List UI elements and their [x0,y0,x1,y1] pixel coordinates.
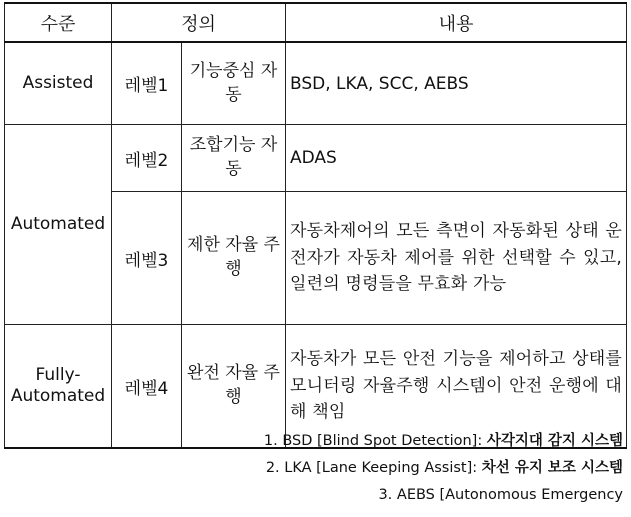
definition-cell: 조합기능 자동 [182,125,286,192]
level-name-cell: 레벨3 [112,192,182,325]
footnote-meaning: 차선 유지 보조 시스템 [481,460,623,476]
level-cell: Fully- Automated [5,325,112,449]
content-cell: BSD, LKA, SCC, AEBS [286,42,627,125]
table-row [5,42,627,125]
definition-cell: 완전 자율 주행 [182,325,286,449]
footnote-aebs [3,482,623,509]
table-header-row [5,3,627,42]
header-content: 내용 [286,3,627,42]
level-name-cell: 레벨4 [112,325,182,449]
content-cell: 자동차제어의 모든 측면이 자동화된 상태 운전자가 자동차 제어를 위한 선택할 수 있고, 일련의 명령들을 무효화 가능 [286,192,627,325]
table-row [5,125,627,192]
footnote-term: 3. AEBS [Autonomous Emergency [378,487,623,503]
content-cell: ADAS [286,125,627,192]
autonomy-level-table [4,2,627,449]
definition-cell: 기능중심 자동 [182,42,286,125]
footnote-bsd [3,428,623,455]
footnote-term: 1. BSD [Blind Spot Detection]: [263,433,487,449]
header-definition: 정의 [112,3,286,42]
footnote-lka [3,455,623,482]
content-cell: 자동차가 모든 안전 기능을 제어하고 상태를 모니터링 자율주행 시스템이 안전 운행에 대해 책임 [286,325,627,449]
level-cell: Automated [5,125,112,325]
header-level: 수준 [5,3,112,42]
definition-cell: 제한 자율 주행 [182,192,286,325]
footnote-term: 2. LKA [Lane Keeping Assist]: [265,460,482,476]
footnotes [3,428,623,509]
footnote-meaning: 사각지대 감지 시스템 [486,433,623,449]
level-name-cell: 레벨1 [112,42,182,125]
level-cell: Assisted [5,42,112,125]
level-name-cell: 레벨2 [112,125,182,192]
